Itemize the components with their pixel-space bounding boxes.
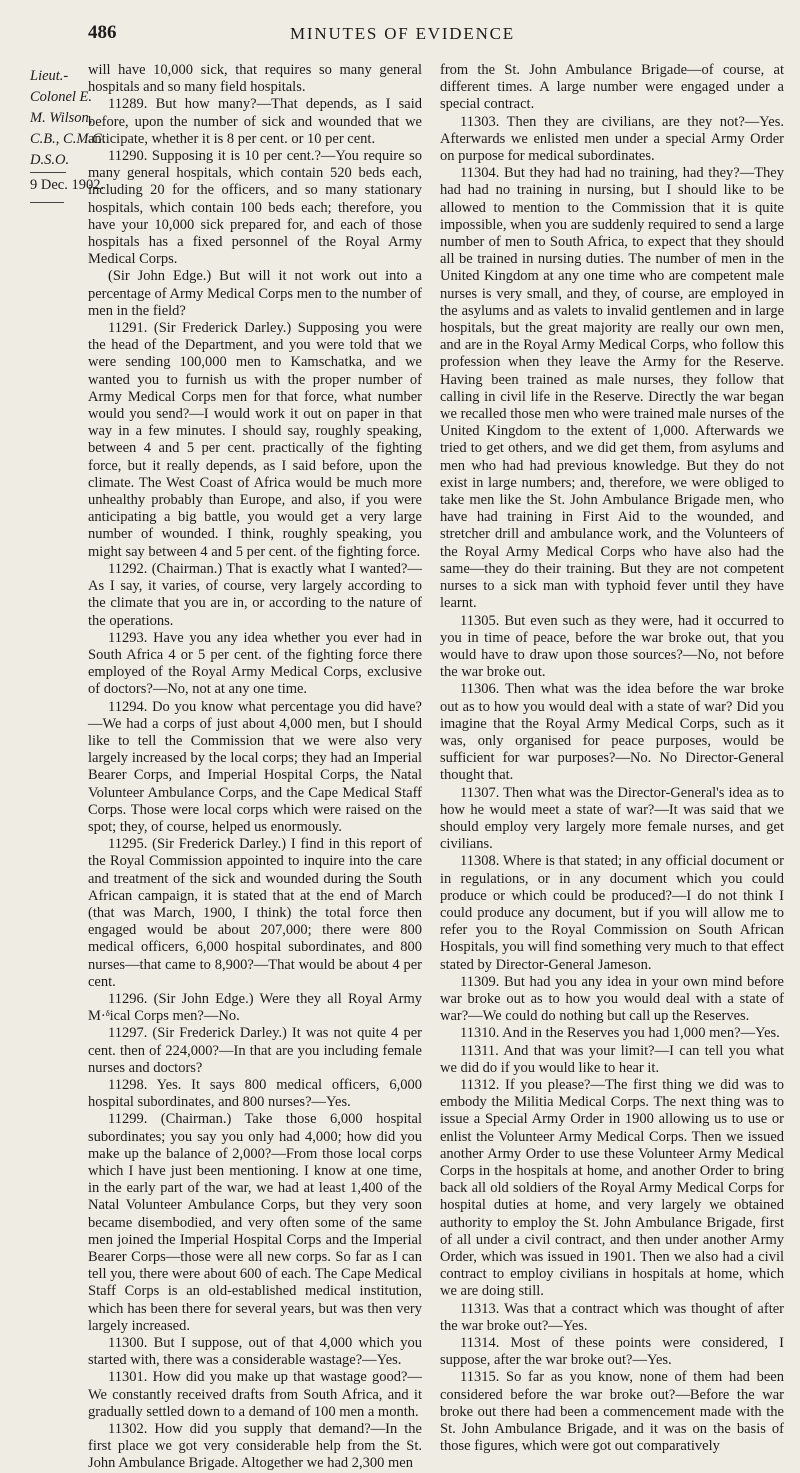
text-column-left (88, 62, 422, 1473)
paragraph: 11315. So far as you know, none of them had been considered before the war broke out?—Before the war broke out there had been a commencement made with the St. John Ambulance Brigade, and it was on the basis of those figures, which were got out comparatively (440, 1369, 784, 1455)
paragraph: 11294. Do you know what percentage you did have?—We had a corps of just about 4,000 men, but I should like to tell the Commission that we were also very largely increased by the local corps; they had an Imperial Bearer Corps, and Imperial Hospital Corps, the Natal Volunteer Ambulance Corps, and the Cape Medical Staff Corps. Those were local corps which were raised on the spot; they, of course, helped us enormously. (88, 698, 422, 835)
paragraph: 11292. (Chairman.) That is exactly what I wanted?—As I say, it varies, of course, very largely according to the climate that you are in, or according to the nature of the operations. (88, 560, 422, 629)
margin-rule (30, 172, 66, 173)
paragraph: 11303. Then they are civilians, are they not?—Yes. Afterwards we enlisted men under a special Army Order on purpose for medical subordinates. (440, 113, 784, 165)
paragraph: 11305. But even such as they were, had it occurred to you in time of peace, before the war broke out, that you would have to draw upon those sources?—No, not before the war broke out. (440, 612, 784, 681)
paragraph: 11300. But I suppose, out of that 4,000 which you started with, there was a considerable wastage?—Yes. (88, 1335, 422, 1369)
paragraph: 11302. How did you supply that demand?—In the first place we got very considerable help from the St. John Ambulance Brigade. Altogether we had 2,300 men (88, 1421, 422, 1472)
paragraph: 11313. Was that a contract which was thought of after the war broke out?—Yes. (440, 1300, 784, 1334)
paragraph: 11291. (Sir Frederick Darley.) Supposing you were the head of the Department, and you were told that we were sending 100,000 men to Kamschatka, and we wanted you to furnish us with the proper number of Army Medical Corps men for that force, what number would you send?—I would work it out on paper in that way in a few minutes. I should say, roughly speaking, between 4 and 5 per cent. practically of the fighting force, but it really depends, as I said before, upon the climate. The West Coast of Africa would be much more unhealthy probably than Europe, and also, if you were anticipating a big battle, you would get a very large number of wounded. I think, roughly speaking, you might say between 4 and 5 per cent. of the fighting force. (88, 320, 422, 560)
paragraph: 11297. (Sir Frederick Darley.) It was not quite 4 per cent. then of 224,000?—In that are you including female nurses and doctors? (88, 1025, 422, 1076)
paragraph: 11295. (Sir Frederick Darley.) I find in this report of the Royal Commission appointed to inquire into the care and treatment of the sick and wounded during the South African campaign, it is stated that at the end of March (that was March, 1900, I think) the total force then engaged would be about 207,000; there were 800 medical officers, 6,000 hospital subordinates, and 800 nurses—that came to 8,900?—That would be about 4 per cent. (88, 836, 422, 990)
page-number: 486 (88, 22, 117, 43)
evidence-date: 9 Dec. 1902. (30, 177, 105, 193)
witness-honours-2: D.S.O. (30, 152, 70, 168)
paragraph: (Sir John Edge.) But will it not work out into a percentage of Army Medical Corps men to the number of men in the field? (88, 268, 422, 319)
paragraph: 11309. But had you any idea in your own mind before war broke out as to how you would deal with a state of war?—We could do nothing but call up the Reserves. (440, 973, 784, 1025)
paragraph: 11296. (Sir John Edge.) Were they all Royal Army M·ᵟical Corps men?—No. (88, 990, 422, 1025)
witness-name-2: M. Wilson, (30, 110, 93, 126)
paragraph: 11312. If you please?—The first thing we did was to embody the Militia Medical Corps. The next thing was to issue a Special Army Order in 1900 allowing us to use or enlist the Volunteer Army Medical Corps. Then we issued another Army Order to use these Volunteer Army Medical Corps in the hospitals at home, and another Order to bring back all old soldiers of the Royal Army Medical Corps for hospital duties at home, and very largely we obtained authority to employ the St. John Ambulance Brigade, first of all under a civil contract, and then under another Army Order, which was issued in 1901. Then we also had a civil contract to employ civilians in hospitals at home, which we are doing still. (440, 1076, 784, 1300)
witness-name-1: Colonel E. (30, 89, 93, 105)
paragraph: 11289. But how many?—That depends, as I said before, upon the number of sick and wounded that we anticipate, whether it is 8 per cent. or 10 per cent. (88, 96, 422, 147)
paragraph: 11306. Then what was the idea before the war broke out as to how you would deal with a state of war? Did you imagine that the Royal Army Medical Corps, such as it was, only organised for peace purposes, would be sufficient for war purposes?—No. No Director-General thought that. (440, 681, 784, 784)
page-header (0, 22, 800, 48)
margin-rule (30, 202, 64, 203)
running-title: MINUTES OF EVIDENCE (290, 24, 515, 43)
witness-rank: Lieut.- (30, 68, 69, 84)
paragraph: 11307. Then what was the Director-General's idea as to how he would meet a state of war?—It was said that we should employ very largely more female nurses, and get civilians. (440, 784, 784, 853)
paragraph: 11299. (Chairman.) Take those 6,000 hospital subordinates; you say you only had 4,000; how did you make up the balance of 2,000?—From those local corps which I have just been mentioning. I know at one time, in the early part of the war, we had at least 1,400 of the Natal Volunteer Ambulance Corps, but they very soon became disembodied, and very often some of the same men joined the Imperial Hospital Corps and the Imperial Bearer Corps—those were all new corps. So far as I can tell you, there were about 600 of each. The Cape Medical Staff Corps is an old-established medical institution, which has been there for several years, but was then very largely increased. (88, 1111, 422, 1334)
witness-honours-1: C.B., C.M.G. (30, 131, 107, 147)
paragraph: 11298. Yes. It says 800 medical officers, 6,000 hospital subordinates, and 800 nurses?—Yes. (88, 1076, 422, 1111)
paragraph: will have 10,000 sick, that requires so many general hospitals and so many field hospitals. (88, 62, 422, 96)
paragraph: 11314. Most of these points were considered, I suppose, after the war broke out?—Yes. (440, 1335, 784, 1369)
paragraph: 11304. But they had had no training, had they?—They had had no training in nursing, but I should like to be allowed to mention to the Commission that it is quite impossible, when you are suddenly required to send a large number of men to South Africa, to expect that they should all be trained in nursing duties. The number of men in the United Kingdom at any one time who are competent male nurses is very small, and they, of course, are employed in the asylums and as valets to invalid gentlemen and in large hospitals, but the great majority are really our own men, and are in the Royal Army Medical Corps, who follow this profession when they leave the Army for the Reserve. Having been trained as male nurses, they follow that calling in civil life in the Reserve. Directly the war began we recalled those men who were trained male nurses of the United Kingdom to the extent of 1,000. Afterwards we tried to get others, and we did get them, from asylums and men who had had previous knowledge. But they do not exist in large numbers; and, therefore, we were obliged to take men like the St. John Ambulance Brigade men, who have had training in First Aid to the wounded, and stretcher drill and ambulance work, and the Volunteers of the Royal Army Medical Corps who have also had the same—they do their training. But they are not competent nurses to a sick man with typhoid fever until they have learnt. (440, 165, 784, 612)
paragraph: 11290. Supposing it is 10 per cent.?—You require so many general hospitals, which contain 520 beds each, including 20 for the officers, and so many stationary hospitals, which contain 100 beds each; therefore, you have your 10,000 sick prepared for, and each of those hospitals has a fixed personnel of the Royal Army Medical Corps. (88, 148, 422, 268)
paragraph: 11308. Where is that stated; in any official document or in regulations, or in any document which you could produce or which could be produced?—I do not think I could produce any document, but if you will allow me to refer you to the Royal Commission on South African Hospitals, you will find something very much to that effect stated by Director-General Jameson. (440, 853, 784, 973)
paragraph: 11301. How did you make up that wastage good?—We constantly received drafts from South Africa, and it gradually settled down to a demand of 100 men a month. (88, 1369, 422, 1420)
paragraph: 11311. And that was your limit?—I can tell you what we did do if you would like to hear it. (440, 1042, 784, 1076)
text-column-right (440, 62, 784, 1455)
witness-margin-note (30, 66, 107, 203)
paragraph: 11293. Have you any idea whether you ever had in South Africa 4 or 5 per cent. of the fighting force there employed of the Royal Army Medical Corps, exclusive of doctors?—No, not at any one time. (88, 629, 422, 698)
paragraph: 11310. And in the Reserves you had 1,000 men?—Yes. (460, 1025, 780, 1042)
paragraph: from the St. John Ambulance Brigade—of course, at different times. A large number were engaged under a special contract. (440, 62, 784, 113)
